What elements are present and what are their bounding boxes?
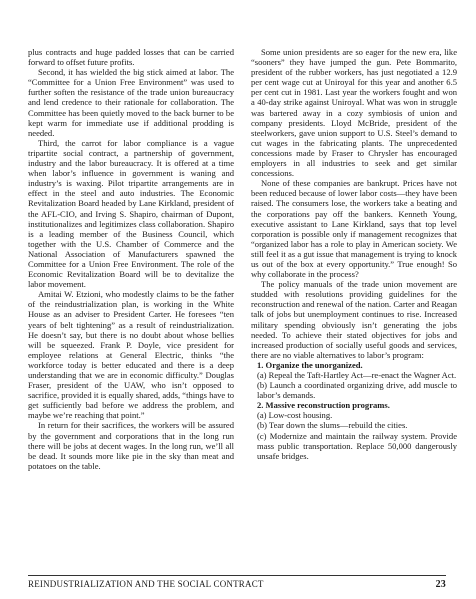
paragraph: Third, the carrot for labor compliance is a vague tripartite social contract, a partnership of government, industry and the labor bureaucracy. It is offered at a time when labor’s influence in government is waning and industry’s is waxing. Pilot tripartite arrangements are in effect in the steel and auto industries. The Economic Revitalization Board headed by Lane Kirkland, president of the AFL-CIO, and Irving S. Shapiro, chairman of Dupont, institutionalizes and legitimizes class collaboration. Shapiro is a leading member of the Business Council, which together with the U.S. Chamber of Commerce and the National Association of Manufacturers spawned the Committee for a Union Free Environment. The role of the Economic Revitalization Board will be to devitalize the labor movement. [28, 137, 234, 290]
paragraph: plus contracts and huge padded losses that can be carried forward to offset future profits. [28, 47, 234, 68]
program-item: (a) Low-cost housing. [257, 410, 333, 421]
program-heading-reconstruction: 2. Massive reconstruction programs. [257, 400, 390, 411]
paragraph: The policy manuals of the trade union movement are studded with resolutions providing guidelines for the reconstruction and renewal of the nation. Carter and Reagan talk of jobs but unemployment continues to rise. Increased military spending obviously isn’t generating the jobs needed. To achieve their stated objectives for jobs and increased production of socially useful goods and services, there are no viable alternatives to labor’s program: [251, 279, 457, 360]
paragraph: None of these companies are bankrupt. Prices have not been reduced because of lower labor costs—they have been raised. The consumers lose, the workers take a beating and the corporations pay off the bankers. Kenneth Young, executive assistant to Lane Kirkland, says that top level corporation is possible only if management recognizes that “organized labor has a role to play in American society. We still feel it as a gut issue that management is trying to knock us out of the box at every opportunity.” True enough! So why collaborate in the process? [251, 178, 457, 280]
page-footer [28, 575, 446, 590]
running-title: REINDUSTRIALIZATION AND THE SOCIAL CONTRACT [28, 579, 264, 589]
program-item: (c) Modernize and maintain the railway system. Provide mass public transportation. Replace 50,000 dangerously unsafe bridges. [257, 430, 457, 461]
left-column [28, 47, 234, 471]
program-item: (b) Tear down the slums—rebuild the cities. [257, 420, 408, 431]
paragraph: Some union presidents are so eager for the new era, like “sooners” they have jumped the gun. Pete Bommarito, president of the rubber workers, has just negotiated a 12.9 per cent wage cut at Uniroyal for this year and another 6.5 per cent cut in 1981. Last year the workers fought and won a 40-day strike against Uniroyal. What was won in struggle was bartered away in a cozy symbiosis of union and company presidents. Lloyd McBride, president of the steelworkers, gave union support to U.S. Steel’s demand to cut wages in the fabricating plants. The unprecedented concessions made by Fraser to Chrysler has encouraged employers in all industries to seek and get similar concessions. [251, 47, 457, 179]
page-number: 23 [435, 579, 446, 590]
program-item: (a) Repeal the Taft-Hartley Act—re-enact the Wagner Act. [257, 370, 457, 380]
right-column [251, 47, 457, 461]
program-heading-organize: 1. Organize the unorganized. [257, 359, 363, 370]
program-item: (b) Launch a coordinated organizing drive, add muscle to labor’s demands. [257, 380, 457, 401]
paragraph: Amitai W. Etzioni, who modestly claims to be the father of the reindustrialization plan, is working in the White House as an adviser to President Carter. He foresees “ten years of belt tightening” as a result of reindustrialization. He doesn’t say, but there is no doubt about whose bellies will be squeezed. Frank P. Doyle, vice president for employee relations at General Electric, thinks “the workforce today is better educated and there is a deep understanding that we are in economic difficulty.” Douglas Fraser, president of the UAW, who isn’t opposed to sacrifice, provided it is equally shared, adds, “things have to get sufficiently bad before we address the problem, and maybe we’re reaching that point.” [28, 289, 235, 421]
paragraph: Second, it has wielded the big stick aimed at labor. The “Committee for a Union Free Environment” was used to further soften the resistance of the trade union bureaucracy and lend credence to their rationale for collaboration. The Committee has been quietly moved to the back burner to be kept warm for immediate use if additional prodding is needed. [28, 67, 234, 138]
paragraph: In return for their sacrifices, the workers will be assured by the government and corporations that in the long run there will be jobs at decent wages. In the long run, we’ll all be dead. It sounds more like pie in the sky than meat and potatoes on the table. [28, 420, 234, 471]
